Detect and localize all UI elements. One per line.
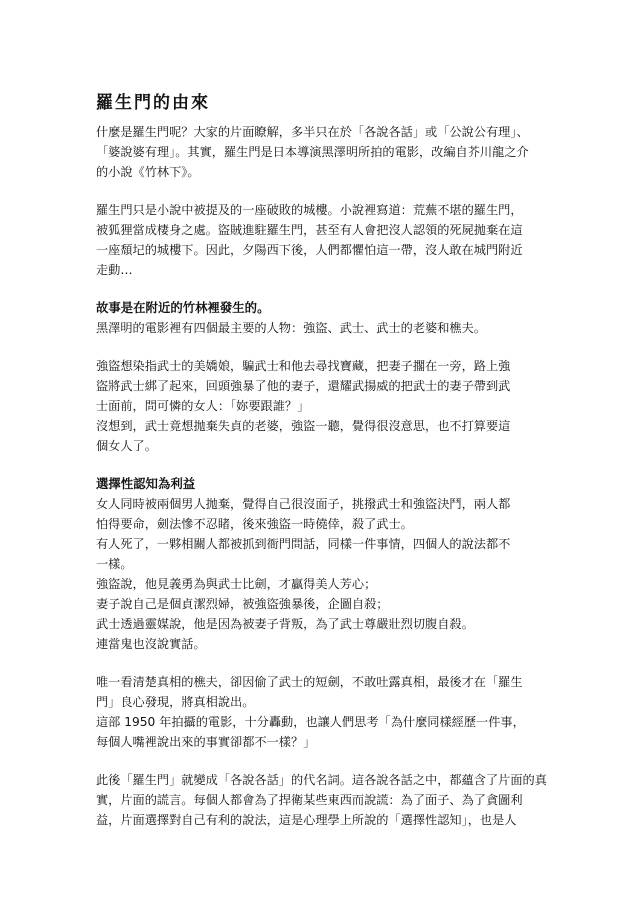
text-line: 被狐狸當成棲身之處。盜賊進駐羅生門，甚至有人會把沒人認領的死屍拋棄在這 (96, 223, 523, 237)
text-line: 有人死了，一夥相關人都被抓到衙門問話，同樣一件事情，四個人的說法都不 (96, 537, 511, 551)
text-line: 武士透過靈媒說，他是因為被妻子背叛，為了武士尊嚴壯烈切腹自殺。 (96, 617, 474, 631)
text-line: 連當鬼也沒說實話。 (96, 637, 206, 651)
paragraph-conclusion (96, 770, 548, 830)
text-line: 怕得要命，劍法慘不忍睹，後來強盜一時僥倖，殺了武士。 (96, 517, 413, 531)
document-page (96, 92, 548, 830)
text-line: 女人同時被兩個男人拋棄，覺得自己很沒面子，挑撥武士和強盜決鬥，兩人都 (96, 497, 511, 511)
text-line: 這部 1950 年拍攝的電影，十分轟動，也讓人們思考「為什麼同樣經歷一件事， (96, 715, 525, 729)
text-line: 唯一看清楚真相的樵夫，卻因偷了武士的短劍，不敢吐露真相，最後才在「羅生 (96, 675, 523, 689)
section-heading: 故事是在附近的竹林裡發生的。 (96, 300, 270, 315)
text-line: 盜將武士綁了起來，回頭強暴了他的妻子，還耀武揚威的把武士的妻子帶到武 (96, 379, 511, 393)
text-line: 「婆說婆有理」。其實，羅生門是日本導演黑澤明所拍的電影，改編自芥川龍之介 (96, 145, 529, 159)
text-line: 妻子說自己是個貞潔烈婦，被強盜強暴後，企圖自殺； (96, 597, 389, 611)
text-line: 什麼是羅生門呢？大家的片面瞭解，多半只在於「各說各話」或「公說公有理」、 (96, 125, 529, 139)
paragraph-characters (96, 318, 548, 338)
text-line: 門」良心發現，將真相說出。 (96, 695, 255, 709)
text-line: 的小說《竹林下》。 (96, 165, 200, 179)
paragraph-gap (96, 654, 548, 672)
text-line: 黑澤明的電影裡有四個最主要的人物：強盜、武士、武士的老婆和樵夫。 (96, 321, 486, 335)
text-line: 一座頹圮的城樓下。因此，夕陽西下後，人們都懼怕這一帶，沒人敢在城門附近 (96, 243, 523, 257)
text-line: 士面前，問可憐的女人：「妳要跟誰？」 (96, 399, 310, 413)
text-line: 強盜想染指武士的美嬌娘，騙武士和他去尋找寶藏，把妻子擱在一旁，路上強 (96, 359, 511, 373)
text-line: 每個人嘴裡說出來的事實卻都不一樣？」 (96, 735, 316, 749)
text-line: 走動… (96, 263, 133, 277)
paragraph-gap (96, 182, 548, 200)
paragraph-gap (96, 280, 548, 298)
text-line: 實，片面的謊言。每個人都會為了捍衛某些東西而說謊：為了面子、為了貪圖利 (96, 793, 523, 807)
text-line: 羅生門只是小說中被提及的一座破敗的城樓。小說裡寫道：荒蕪不堪的羅生門， (96, 203, 523, 217)
text-line: 沒想到，武士竟想拋棄失貞的老婆，強盜一聽，覺得很沒意思，也不打算要這 (96, 419, 511, 433)
text-line: 個女人了。 (96, 439, 157, 453)
paragraph-gap (96, 752, 548, 770)
paragraph-woodcutter (96, 672, 548, 752)
paragraph-intro (96, 122, 548, 182)
text-line: 強盜說，他見義勇為與武士比劍，才贏得美人芳心； (96, 577, 377, 591)
paragraph-gap (96, 338, 548, 356)
paragraph-gate (96, 200, 548, 280)
section-heading: 選擇性認知為利益 (96, 476, 196, 491)
paragraph-testimony (96, 494, 548, 654)
paragraph-story (96, 356, 548, 456)
text-line: 此後「羅生門」就變成「各說各話」的代名詞。這各說各話之中，都蘊含了片面的真 (96, 773, 547, 787)
text-line: 一樣。 (96, 557, 133, 571)
paragraph-gap (96, 456, 548, 474)
page-title: 羅生門的由來 (96, 93, 210, 113)
text-line: 益，片面選擇對自己有利的說法，這是心理學上所說的「選擇性認知」，也是人 (96, 813, 517, 827)
